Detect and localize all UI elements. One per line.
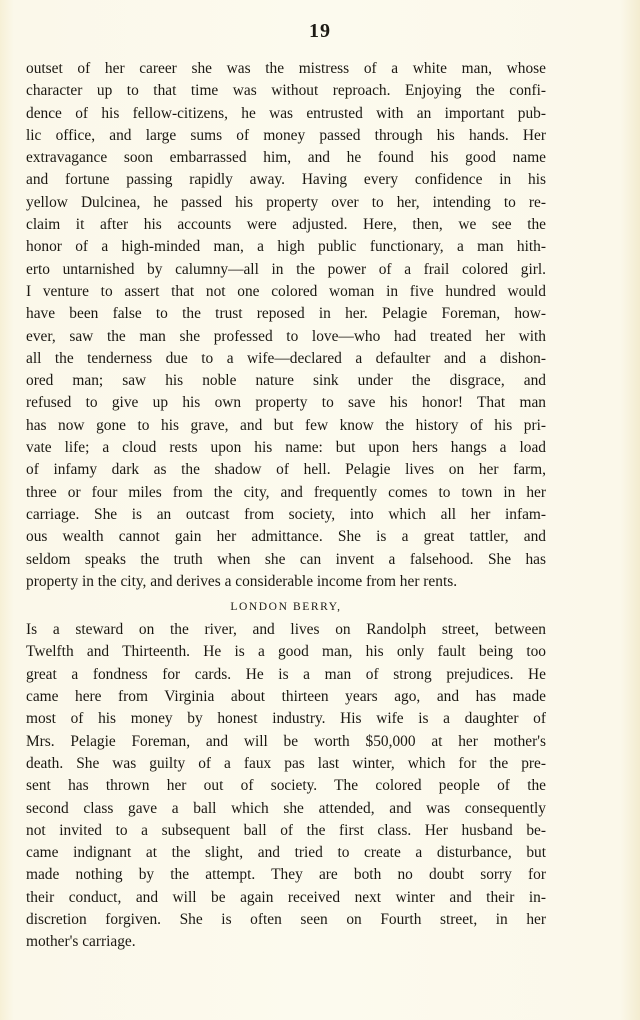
body-text [26,58,546,954]
text-line: outset of her career she was the mistress of a white man, whose [26,60,546,77]
text-line: ever, saw the man she professed to love—who had treated her with [26,327,546,345]
text-line: and fortune passing rapidly away. Having every confidence in his [26,171,546,189]
text-line: made nothing by the attempt. They are both no doubt sorry for [26,866,546,884]
text-line: death. She was guilty of a faux pas last winter, which for the pre- [26,754,546,772]
text-line: discretion forgiven. She is often seen on Fourth street, in her [26,910,546,928]
text-line: property in the city, and derives a considerable income from her rents. [26,572,458,590]
section-heading: LONDON BERRY, [230,601,342,614]
text-line: seldom speaks the truth when she can invent a falsehood. She has [26,550,546,568]
text-line: extravagance soon embarrassed him, and he found his good name [26,149,546,167]
text-line: second class gave a ball which she attended, and was consequently [26,799,546,817]
paragraph-pelagie-foreman [26,58,546,593]
text-line: Is a steward on the river, and lives on Randolph street, between [26,621,546,639]
paragraph-london-berry [26,619,546,953]
text-line: I venture to assert that not one colored woman in five hundred would [26,282,546,300]
text-line: three or four miles from the city, and frequently comes to town in her [26,483,546,501]
text-line: carriage. She is an outcast from society, into which all her infam- [26,505,546,523]
text-line: of infamy dark as the shadow of hell. Pelagie lives on her farm, [26,461,546,479]
text-line: ored man; saw his noble nature sink under the disgrace, and [26,372,546,390]
text-line: has now gone to his grave, and but few know the history of his pri- [26,416,546,434]
text-line: refused to give up his own property to save his honor! That man [26,394,546,412]
text-line: sent has thrown her out of society. The colored people of the [26,777,546,795]
text-line: have been false to the trust reposed in her. Pelagie Foreman, how- [26,305,546,323]
text-line: Twelfth and Thirteenth. He is a good man, his only fault being too [26,643,546,661]
text-line: all the tenderness due to a wife—declared a defaulter and a dishon- [26,349,546,367]
text-line: character up to that time was without reproach. Enjoying the confi- [26,82,546,100]
text-line: not invited to a subsequent ball of the first class. Her husband be- [26,821,546,839]
text-line: mother's carriage. [26,933,136,951]
text-line: erto untarnished by calumny—all in the power of a frail colored girl. [26,260,546,278]
text-line: great a fondness for cards. He is a man of strong prejudices. He [26,665,546,683]
text-line: came here from Virginia about thirteen years ago, and has made [26,688,546,706]
text-line: ous wealth cannot gain her admittance. She is a great tattler, and [26,528,546,546]
text-line: their conduct, and will be again received next winter and their in- [26,888,546,906]
text-line: dence of his fellow-citizens, he was entrusted with an important pub- [26,104,546,122]
text-line: Mrs. Pelagie Foreman, and will be worth $50,000 at her mother's [26,732,546,750]
text-line: honor of a high-minded man, a high public functionary, a man hith- [26,238,546,256]
text-line: claim it after his accounts were adjusted. Here, then, we see the [26,216,546,234]
text-line: lic office, and large sums of money passed through his hands. Her [26,126,546,144]
text-line: came indignant at the slight, and tried to create a disturbance, but [26,844,546,862]
text-line: most of his money by honest industry. His wife is a daughter of [26,710,546,728]
page-number: 19 [309,20,331,42]
text-line: vate life; a cloud rests upon his name: but upon hers hangs a load [26,439,546,457]
text-line: yellow Dulcinea, he passed his property over to her, intending to re- [26,193,546,211]
